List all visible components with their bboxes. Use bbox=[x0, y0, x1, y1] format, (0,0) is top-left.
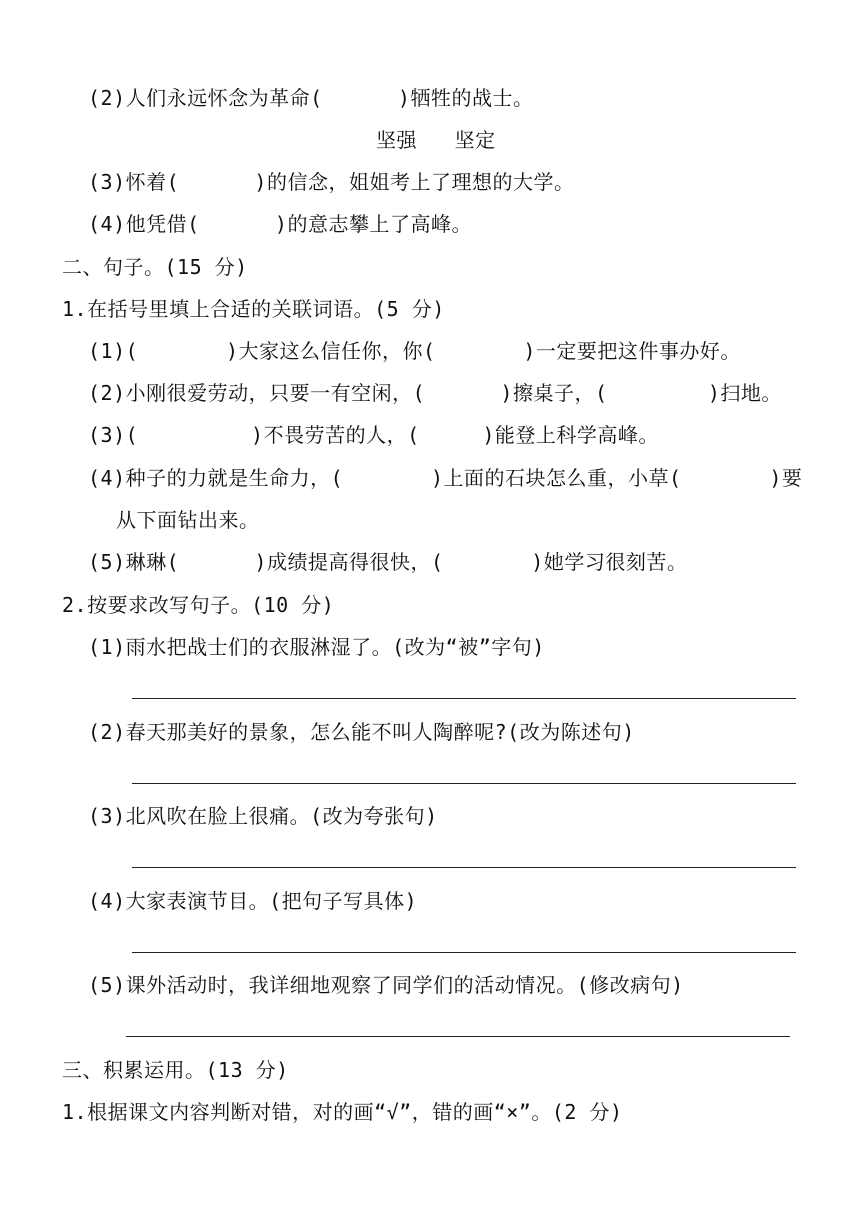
answer-line-1[interactable] bbox=[132, 698, 796, 699]
s1-item-4: (4)他凭借( )的意志攀上了高峰。 bbox=[88, 212, 472, 236]
s2-q1-item-1: (1)( )大家这么信任你，你( )一定要把这件事办好。 bbox=[88, 339, 741, 363]
s2-q2-title: 2.按要求改写句子。(10 分) bbox=[62, 593, 335, 617]
s2-q2-item-1: (1)雨水把战士们的衣服淋湿了。(改为“被”字句) bbox=[88, 635, 545, 659]
answer-line-5[interactable] bbox=[126, 1036, 790, 1037]
s2-q1-item-4-cont: 从下面钻出来。 bbox=[116, 508, 260, 532]
s2-q1-item-5: (5)琳琳( )成绩提高得很快，( )她学习很刻苦。 bbox=[88, 550, 688, 574]
answer-line-2[interactable] bbox=[132, 783, 796, 784]
s3-q1-title: 1.根据课文内容判断对错，对的画“√”，错的画“×”。(2 分) bbox=[62, 1100, 623, 1124]
s2-q1-item-3: (3)( )不畏劳苦的人，( )能登上科学高峰。 bbox=[88, 423, 659, 447]
s2-q2-item-5: (5)课外活动时，我详细地观察了同学们的活动情况。(修改病句) bbox=[88, 973, 684, 997]
s2-q2-item-3: (3)北风吹在脸上很痛。(改为夸张句) bbox=[88, 804, 438, 828]
s2-q1-title: 1.在括号里填上合适的关联词语。(5 分) bbox=[62, 297, 445, 321]
answer-line-4[interactable] bbox=[132, 952, 796, 953]
s2-q2-item-2: (2)春天那美好的景象，怎么能不叫人陶醉呢?(改为陈述句) bbox=[88, 720, 635, 744]
s3-heading: 三、积累运用。(13 分) bbox=[62, 1058, 289, 1082]
s2-q2-item-4: (4)大家表演节目。(把句子写具体) bbox=[88, 889, 418, 913]
s1-word-options: 坚强 坚定 bbox=[376, 128, 496, 152]
s1-item-2: (2)人们永远怀念为革命( )牺牲的战士。 bbox=[88, 86, 534, 110]
s2-q1-item-4: (4)种子的力就是生命力，( )上面的石块怎么重，小草( )要 bbox=[88, 466, 803, 490]
s1-item-3: (3)怀着( )的信念，姐姐考上了理想的大学。 bbox=[88, 170, 575, 194]
s2-q1-item-2: (2)小刚很爱劳动，只要一有空闲，( )擦桌子，( )扫地。 bbox=[88, 381, 782, 405]
s2-heading: 二、句子。(15 分) bbox=[62, 255, 248, 279]
answer-line-3[interactable] bbox=[132, 867, 796, 868]
